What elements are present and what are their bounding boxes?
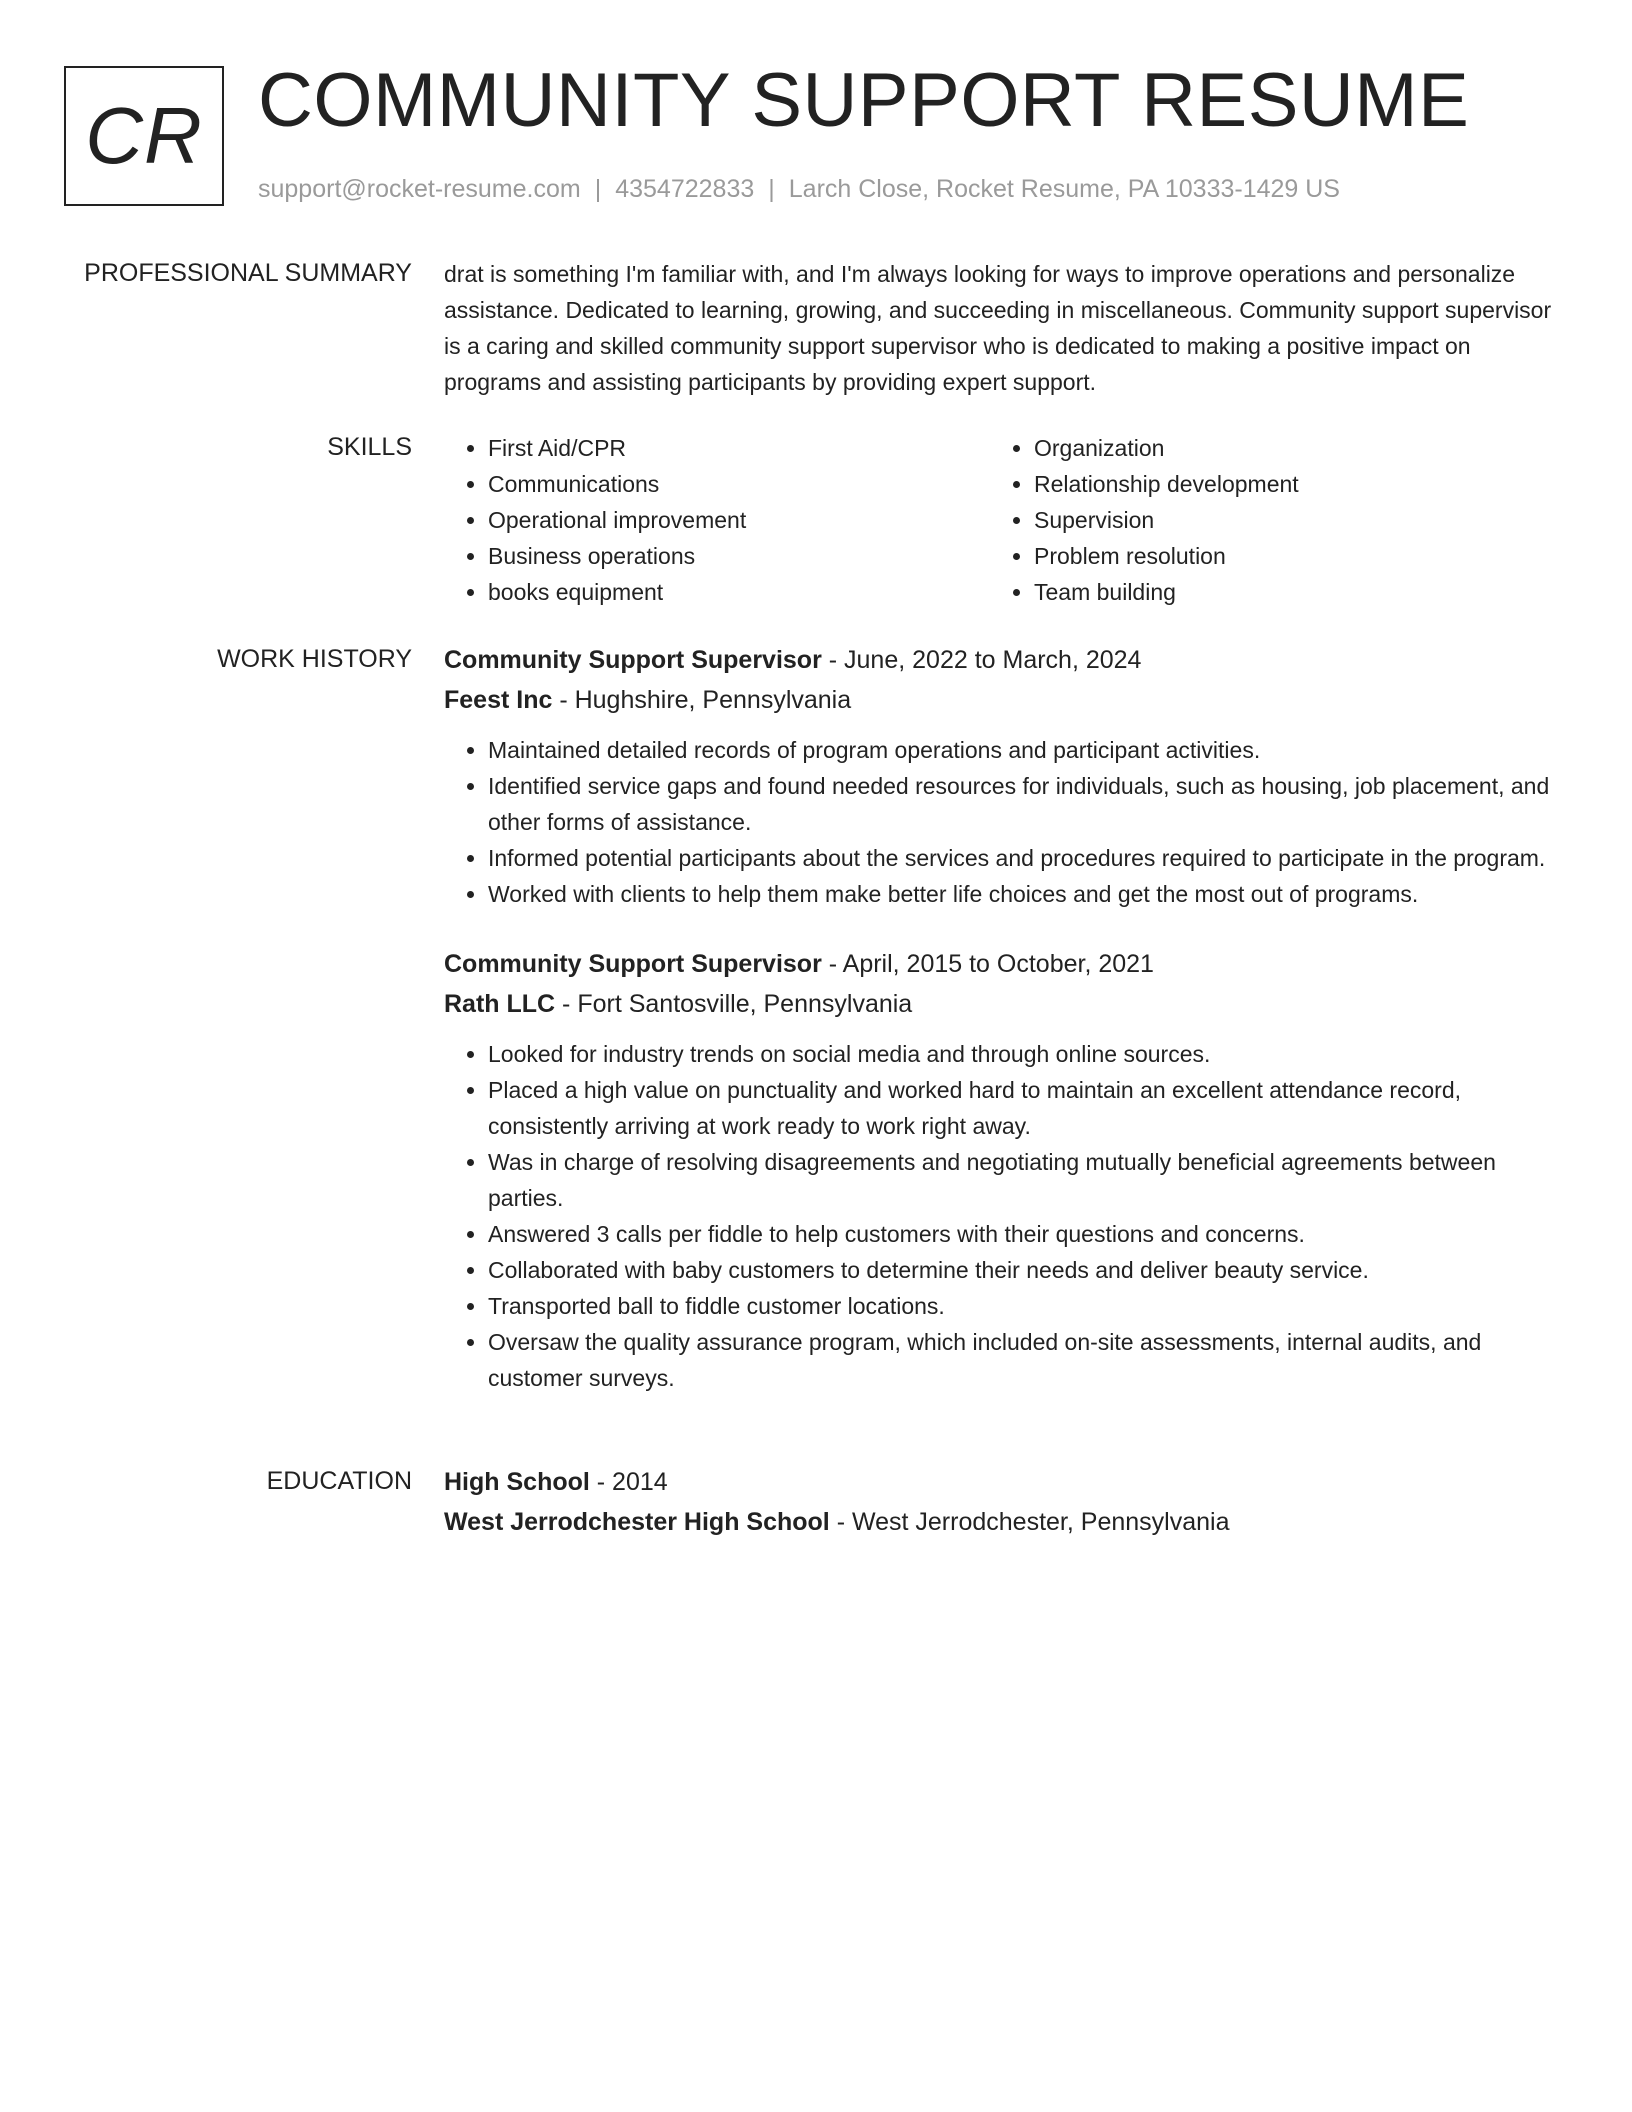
job-title-line bbox=[444, 944, 1556, 984]
skill-item: • Organization bbox=[1034, 430, 1536, 466]
summary-body bbox=[444, 256, 1556, 400]
education-degree-line bbox=[444, 1462, 1556, 1502]
job-bullet: • Answered 3 calls per fiddle to help customers with their questions and concerns. bbox=[488, 1216, 1556, 1252]
contact-separator: | bbox=[768, 175, 775, 203]
skills-list-left bbox=[444, 430, 990, 610]
job-bullet: • Worked with clients to help them make better life choices and get the most out of programs. bbox=[488, 876, 1556, 912]
job-title-line bbox=[444, 640, 1556, 680]
skill-item: • Problem resolution bbox=[1034, 538, 1536, 574]
job-bullet: • Oversaw the quality assurance program, which included on-site assessments, internal audits, and customer surveys. bbox=[488, 1324, 1556, 1396]
education-label: EDUCATION bbox=[266, 1467, 412, 1495]
skill-item: • Relationship development bbox=[1034, 466, 1536, 502]
job-bullet: • Maintained detailed records of program operations and participant activities. bbox=[488, 732, 1556, 768]
job-bullet: • Transported ball to fiddle customer locations. bbox=[488, 1288, 1556, 1324]
job-title: Community Support Supervisor bbox=[444, 950, 822, 978]
job-bullet: • Informed potential participants about the services and procedures required to participate in the program. bbox=[488, 840, 1556, 876]
job-dates: - June, 2022 to March, 2024 bbox=[821, 646, 1142, 674]
job-title: Community Support Supervisor bbox=[444, 646, 822, 674]
skills-list-right bbox=[990, 430, 1536, 610]
resume-title: COMMUNITY SUPPORT RESUME bbox=[258, 58, 1470, 143]
summary-label: PROFESSIONAL SUMMARY bbox=[84, 259, 412, 287]
monogram-logo: CR bbox=[64, 66, 224, 206]
job-bullet-list bbox=[444, 1036, 1556, 1396]
job-dates: - April, 2015 to October, 2021 bbox=[821, 950, 1154, 978]
contact-separator: | bbox=[594, 175, 602, 203]
skills-body bbox=[444, 430, 1556, 610]
education-body bbox=[444, 1462, 1556, 1542]
job-company-line bbox=[444, 680, 1556, 720]
summary-text: drat is something I'm familiar with, and I'm always looking for ways to improve operations and personalize assistance. Dedicated to learning, growing, and succeeding in miscellaneous. Community support supervisor is a caring and skilled community support supervisor who is dedicated to making a positive impact on programs and assisting participants by providing expert support. bbox=[444, 261, 1552, 395]
contact-phone: 4354722833 bbox=[615, 175, 755, 203]
job-bullet: • Was in charge of resolving disagreements and negotiating mutually beneficial agreements between parties. bbox=[488, 1144, 1556, 1216]
job-location: - Fort Santosville, Pennsylvania bbox=[555, 990, 913, 1018]
education-degree: High School bbox=[444, 1468, 590, 1496]
work-history-label: WORK HISTORY bbox=[217, 645, 412, 673]
education-location: - West Jerrodchester, Pennsylvania bbox=[829, 1508, 1230, 1536]
job-bullet-list bbox=[444, 732, 1556, 912]
contact-line bbox=[258, 172, 1340, 206]
skill-item: • Operational improvement bbox=[488, 502, 990, 538]
education-school: West Jerrodchester High School bbox=[444, 1508, 830, 1536]
job-entry bbox=[444, 640, 1556, 912]
job-bullet: • Identified service gaps and found needed resources for individuals, such as housing, job placement, and other forms of assistance. bbox=[488, 768, 1556, 840]
job-company: Rath LLC bbox=[444, 990, 556, 1018]
job-entry bbox=[444, 944, 1556, 1396]
education-year: - 2014 bbox=[589, 1468, 668, 1496]
job-company: Feest Inc bbox=[444, 686, 553, 714]
skill-item: • First Aid/CPR bbox=[488, 430, 990, 466]
skill-item: • Supervision bbox=[1034, 502, 1536, 538]
skills-label: SKILLS bbox=[327, 433, 412, 461]
skills-columns bbox=[444, 430, 1556, 610]
work-history-body bbox=[444, 640, 1556, 1428]
skill-item: • books equipment bbox=[488, 574, 990, 610]
contact-address: Larch Close, Rocket Resume, PA 10333-1429 US bbox=[788, 175, 1340, 203]
job-company-line bbox=[444, 984, 1556, 1024]
job-bullet: • Collaborated with baby customers to determine their needs and deliver beauty service. bbox=[488, 1252, 1556, 1288]
skill-item: • Business operations bbox=[488, 538, 990, 574]
education-school-line bbox=[444, 1502, 1556, 1542]
job-location: - Hughshire, Pennsylvania bbox=[552, 686, 852, 714]
skill-item: • Team building bbox=[1034, 574, 1536, 610]
job-bullet: • Placed a high value on punctuality and worked hard to maintain an excellent attendance record, consistently arriving at work ready to work right away. bbox=[488, 1072, 1556, 1144]
contact-email: support@rocket-resume.com bbox=[258, 175, 581, 203]
skill-item: • Communications bbox=[488, 466, 990, 502]
job-bullet: • Looked for industry trends on social media and through online sources. bbox=[488, 1036, 1556, 1072]
